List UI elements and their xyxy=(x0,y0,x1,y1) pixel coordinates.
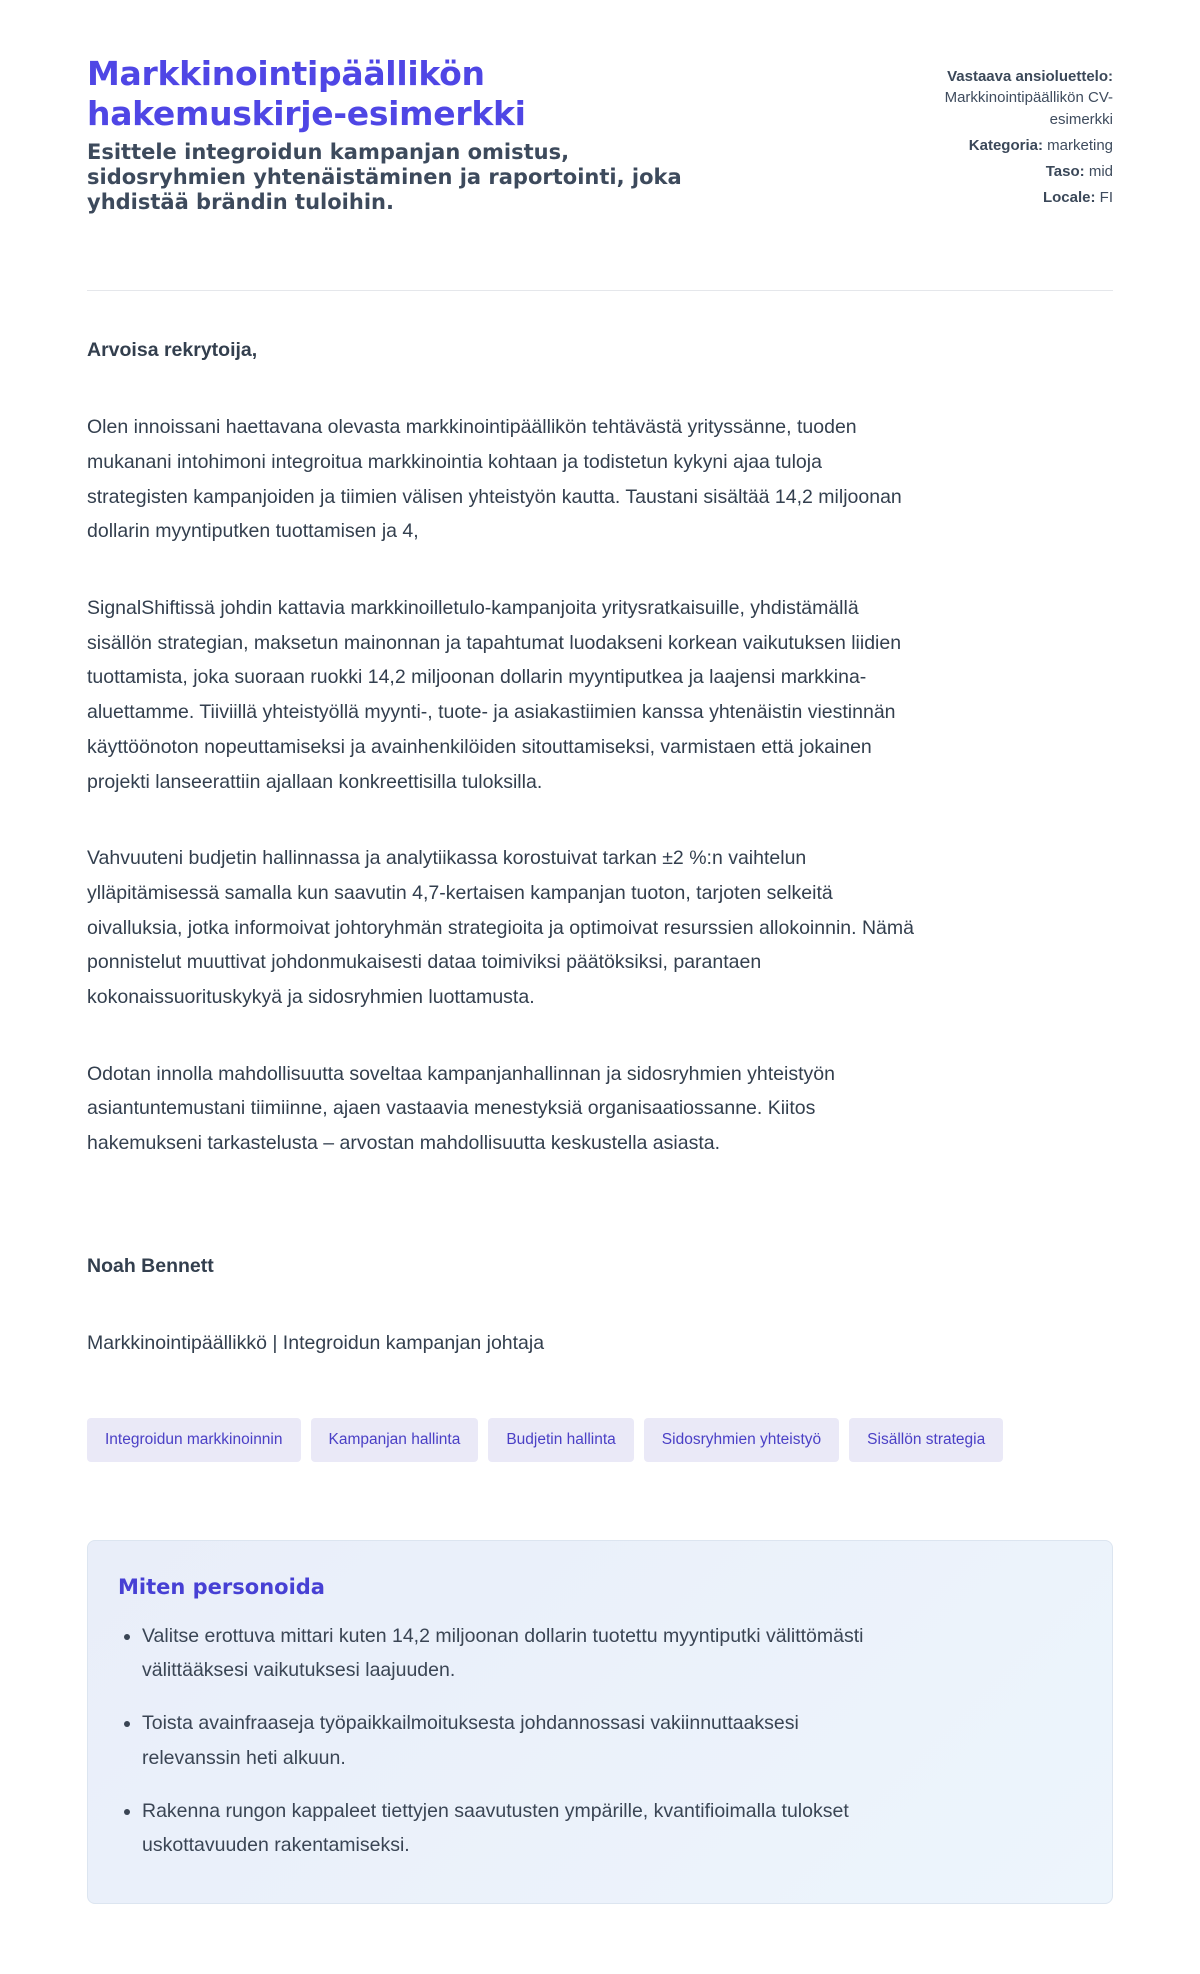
letter-paragraph: Vahvuuteni budjetin hallinnassa ja analytiikassa korostuivat tarkan ±2 %:n vaihtelun ylläpitämisessä samalla kun saavutin 4,7-kertaisen kampanjan tuoton, tarjoten selkeitä oivalluksia, jotka informoivat johtoryhmän strategioita ja optimoivat resurssien allokoinnin. Nämä ponnistelut muuttivat johdonmukaisesti dataa toimiviksi päätöksiksi, parantaen kokonaissuorituskykyä ja sidosryhmien luottamusta. xyxy=(87,847,914,1009)
signature-title: Markkinointipäällikkö | Integroidun kampanjan johtaja xyxy=(87,1331,545,1354)
skill-tag: Integroidun markkinoinnin xyxy=(87,1418,301,1462)
page-title: Markkinointipäällikön hakemuskirje-esimerkki xyxy=(87,54,526,133)
tips-list-item: • Rakenna rungon kappaleet tiettyjen saavutusten ympärille, kvantifioimalla tulokset uskottavuuden rakentamiseksi. xyxy=(142,1794,872,1863)
letter-paragraph: Olen innoissani haettavana olevasta markkinointipäällikön tehtävästä yrityssänne, tuoden mukanani intohimoni integroitua markkinointia kohtaan ja todistetun kykyni ajaa tuloja strategisten kampanjoiden ja tiimien välisen yhteistyön kautta. Taustani sisältää 14,2 miljoonan dollarin myyntiputken tuottamisen ja 4, xyxy=(87,416,902,543)
tips-list xyxy=(118,1619,1082,1863)
page-header xyxy=(87,54,1113,214)
meta-level-value: mid xyxy=(1088,163,1113,181)
tips-list-item: • Toista avainfraaseja työpaikkailmoituksesta johdannossasi vakiinnuttaaksesi relevanssin heti alkuun. xyxy=(142,1706,872,1775)
page-subtitle: Esittele integroidun kampanjan omistus, sidosryhmien yhtenäistäminen ja raportointi, joka yhdistää brändin tuloihin. xyxy=(87,140,682,214)
meta-category-value: marketing xyxy=(1047,136,1113,154)
letter-salutation: Arvoisa rekrytoija, xyxy=(87,339,258,362)
meta-locale-label: Locale: xyxy=(1042,189,1096,207)
meta-category-row xyxy=(888,135,1113,156)
meta-level-row xyxy=(888,161,1113,182)
letter-paragraphs xyxy=(87,410,1113,1161)
personalization-tips-box xyxy=(87,1540,1113,1904)
meta-locale-value: FI xyxy=(1099,189,1113,207)
header-title-block xyxy=(87,54,712,214)
letter-paragraph: Odotan innolla mahdollisuutta soveltaa kampanjanhallinnan ja sidosryhmien yhteistyön asiantuntemustani tiimiinne, ajaen vastaavia menestyksiä organisaatiossanne. Kiitos hakemukseni tarkastelusta – arvostan mahdollisuutta keskustella asiasta. xyxy=(87,1062,835,1155)
meta-level-label: Taso: xyxy=(1045,163,1085,181)
letter-paragraph: SignalShiftissä johdin kattavia markkinoilletulo-kampanjoita yritysratkaisuille, yhdistämällä sisällön strategian, maksetun mainonnan ja tapahtumat luodakseni korkean vaikutuksen liidien tuottamista, joka suoraan ruokki 14,2 miljoonan dollarin myyntiputkea ja laajensi markkina-aluettamme. Tiiviillä yhteistyöllä myynti-, tuote- ja asiakastiimien kanssa yhtenäistin viestinnän käyttöönoton nopeuttamiseksi ja avainhenkilöiden sitouttamiseksi, varmistaen että jokainen projekti lanseerattiin ajallaan konkreettisilla tuloksilla. xyxy=(87,597,902,793)
signature-name: Noah Bennett xyxy=(87,1254,214,1277)
header-meta-block xyxy=(888,54,1113,214)
header-divider xyxy=(87,290,1113,291)
meta-category-label: Kategoria: xyxy=(968,136,1043,154)
meta-resume-row xyxy=(888,66,1113,130)
tips-title: Miten personoida xyxy=(118,1574,325,1599)
skill-tag: Budjetin hallinta xyxy=(488,1418,633,1462)
meta-resume-value: Markkinointipäällikön CV-esimerkki xyxy=(944,89,1113,128)
skill-tag: Kampanjan hallinta xyxy=(311,1418,479,1462)
meta-resume-label: Vastaava ansioluettelo: xyxy=(947,68,1113,85)
skill-tag: Sidosryhmien yhteistyö xyxy=(644,1418,839,1462)
tips-list-item: • Valitse erottuva mittari kuten 14,2 miljoonan dollarin tuotettu myyntiputki välittömästi välittääksesi vaikutuksesi laajuuden. xyxy=(142,1619,872,1688)
skill-tag: Sisällön strategia xyxy=(849,1418,1003,1462)
skill-tag-list xyxy=(87,1418,1113,1462)
meta-locale-row xyxy=(888,187,1113,208)
signature-block xyxy=(87,1249,1113,1360)
letter-body xyxy=(87,333,1113,1360)
